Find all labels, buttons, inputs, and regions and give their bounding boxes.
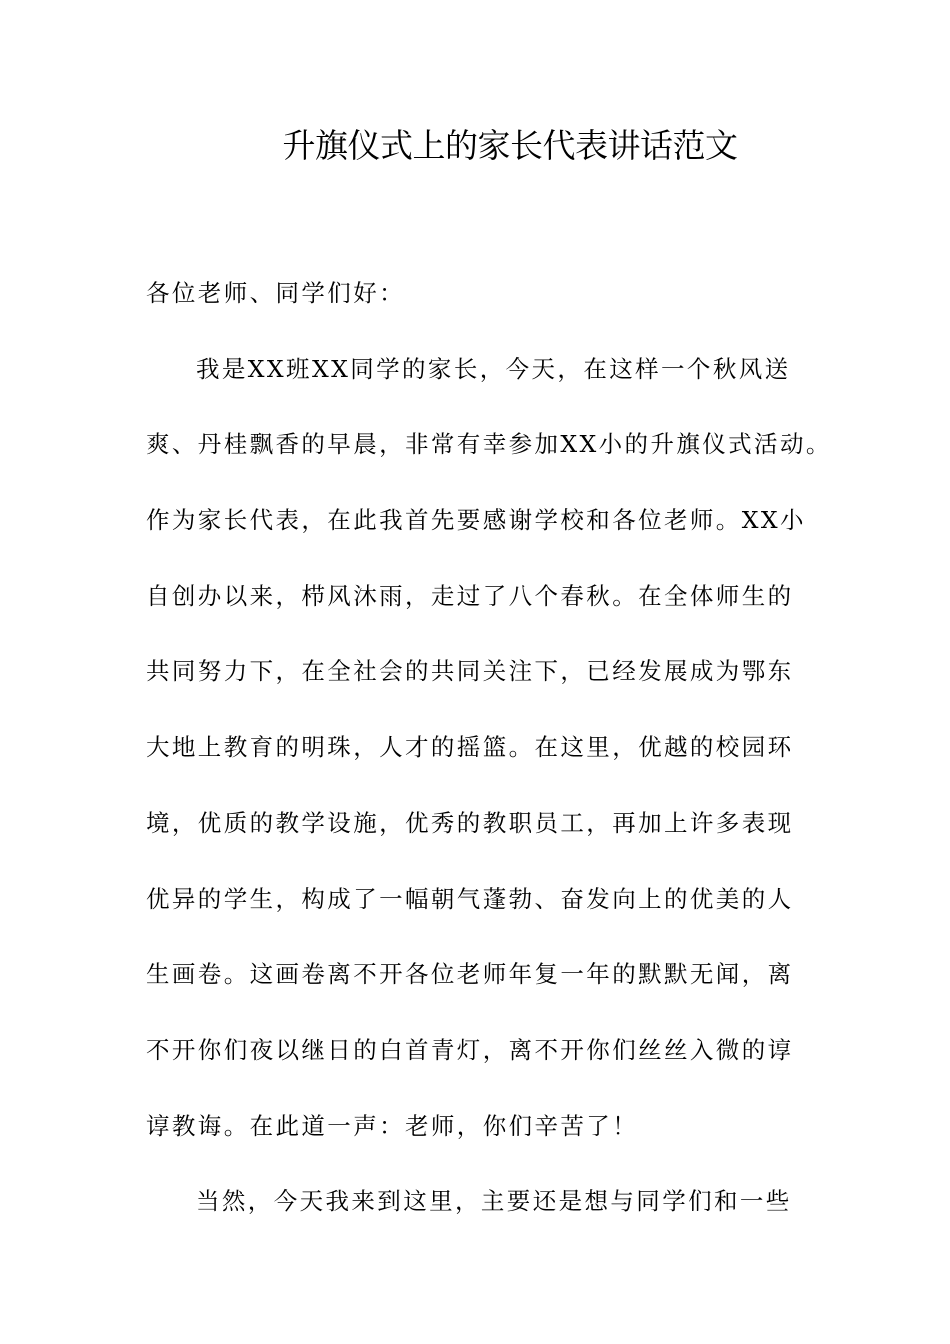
document-title: 升旗仪式上的家长代表讲话范文 (282, 126, 738, 165)
paragraph-line: 自创办以来，栉风沐雨，走过了八个春秋。在全体师生的 (146, 581, 794, 610)
paragraph-line: 当然，今天我来到这里，主要还是想与同学们和一些 (196, 1187, 792, 1216)
paragraph-line: 共同努力下，在全社会的共同关注下，已经发展成为鄂东 (146, 657, 794, 686)
paragraph-line: 谆教诲。在此道一声：老师，你们辛苦了！ (146, 1111, 639, 1140)
paragraph-line: 大地上教育的明珠，人才的摇篮。在这里，优越的校园环 (146, 733, 794, 762)
paragraph-line: 我是XX班XX同学的家长，今天，在这样一个秋风送 (196, 354, 791, 383)
paragraph-line: 作为家长代表，在此我首先要感谢学校和各位老师。XX小 (146, 506, 806, 535)
salutation-line: 各位老师、同学们好： (146, 279, 405, 307)
paragraph-line: 不开你们夜以继日的白首青灯，离不开你们丝丝入微的谆 (146, 1035, 794, 1064)
paragraph-line: 爽、丹桂飘香的早晨，非常有幸参加XX小的升旗仪式活动。 (146, 430, 832, 459)
paragraph-line: 优异的学生，构成了一幅朝气蓬勃、奋发向上的优美的人 (146, 884, 794, 913)
document-body (146, 268, 836, 1252)
paragraph-line: 生画卷。这画卷离不开各位老师年复一年的默默无闻，离 (146, 960, 794, 989)
paragraph-line: 境，优质的教学设施，优秀的教职员工，再加上许多表现 (146, 808, 794, 837)
